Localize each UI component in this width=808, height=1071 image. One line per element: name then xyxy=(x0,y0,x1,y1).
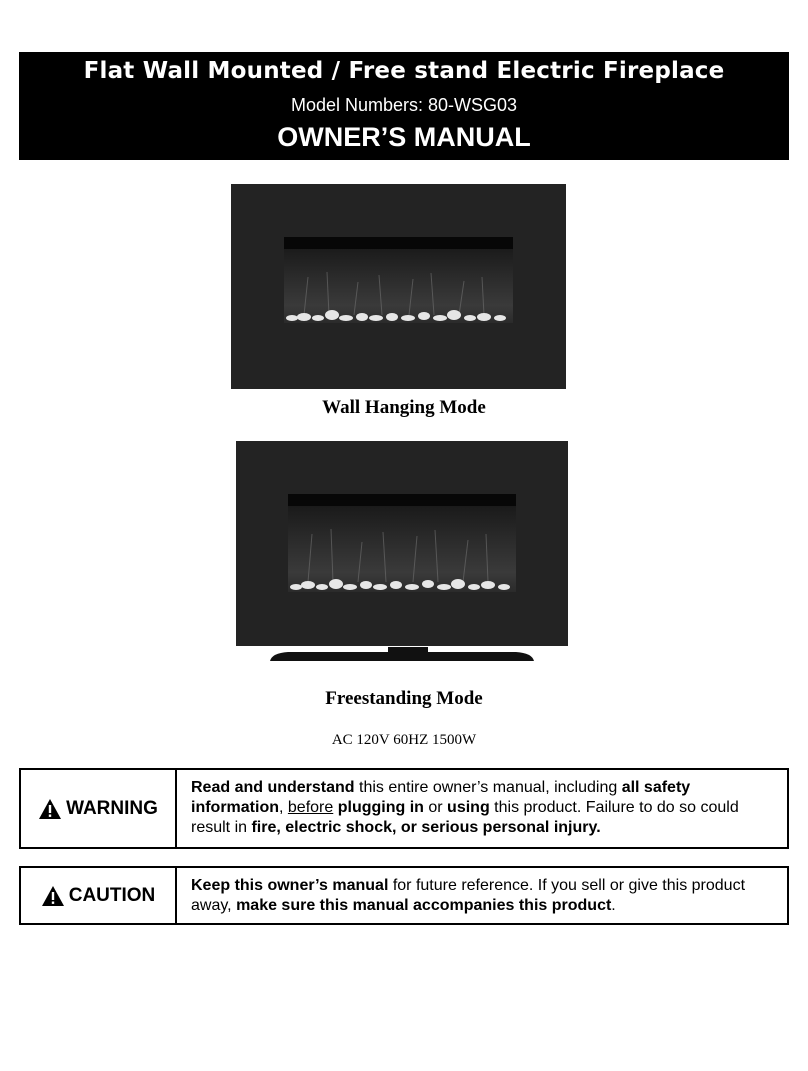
electrical-specs: AC 120V 60HZ 1500W xyxy=(331,732,477,748)
caution-text xyxy=(177,868,787,923)
warning-emphasis: Read and understand xyxy=(191,779,355,796)
wall-mode-caption: Wall Hanging Mode xyxy=(322,397,486,418)
freestanding-mode-caption: Freestanding Mode xyxy=(325,688,483,709)
caution-emphasis: Keep this owner’s manual xyxy=(191,877,389,894)
warning-triangle-icon xyxy=(38,798,62,820)
warning-label xyxy=(21,770,177,847)
caution-notice xyxy=(19,866,789,925)
warning-emphasis: all safety information xyxy=(191,779,691,816)
warning-label-text: WARNING xyxy=(66,797,158,819)
model-number: Model Numbers: 80-WSG03 xyxy=(290,95,518,115)
warning-text xyxy=(177,770,787,847)
flame-window xyxy=(288,494,516,592)
warning-triangle-icon xyxy=(41,885,65,907)
flame-window xyxy=(284,237,513,323)
warning-underlined: before xyxy=(287,799,334,816)
warning-emphasis: using xyxy=(447,799,490,816)
warning-emphasis: plugging in xyxy=(337,799,424,816)
caution-emphasis: make sure this manual accompanies this product xyxy=(236,897,612,914)
freestanding-fireplace-image xyxy=(236,441,568,646)
warning-text-span: or xyxy=(423,799,448,816)
caution-text-span: . xyxy=(611,897,616,914)
document-header xyxy=(19,52,789,160)
document-title: Flat Wall Mounted / Free stand Electric Fireplace xyxy=(83,58,725,84)
warning-text-span: this product. Failure to do so could result in xyxy=(191,799,739,836)
caution-label-text: CAUTION xyxy=(68,884,156,906)
manual-heading: OWNER’S MANUAL xyxy=(277,122,531,152)
flames-and-stones-icon xyxy=(288,494,516,592)
caution-label xyxy=(21,868,177,923)
warning-emphasis: fire, electric shock, or serious personal injury. xyxy=(251,819,601,836)
warning-notice xyxy=(19,768,789,849)
wall-hanging-fireplace-image xyxy=(231,184,566,389)
warning-text-span: this entire owner’s manual, including xyxy=(354,779,622,796)
caution-text-span: for future reference. If you sell or give this product away, xyxy=(191,877,746,914)
fireplace-stand-feet xyxy=(268,645,536,663)
warning-text-span: , xyxy=(279,799,288,816)
flames-and-stones-icon xyxy=(284,237,513,323)
